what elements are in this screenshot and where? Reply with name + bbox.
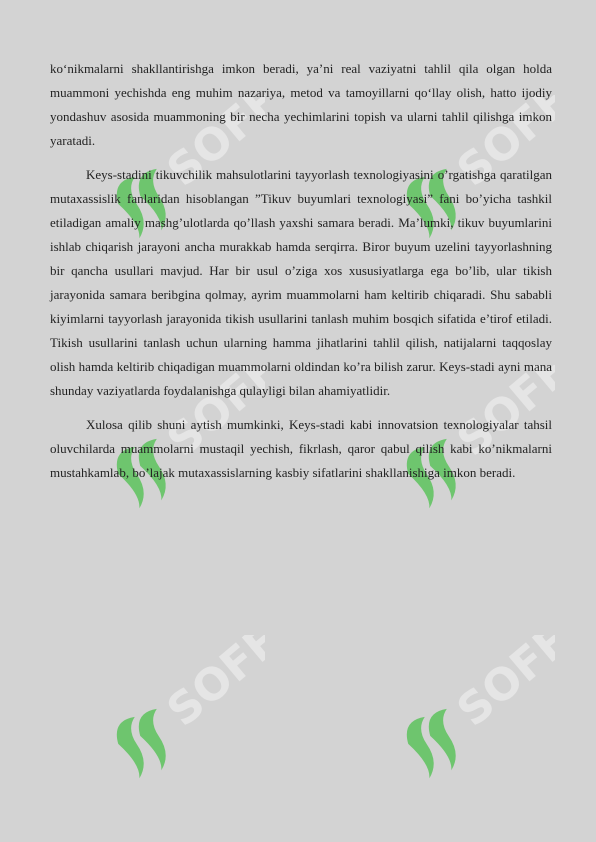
watermark-logo (75, 635, 265, 805)
soff-logo-icon (75, 635, 265, 805)
svg-text:SOFF: SOFF (447, 635, 555, 737)
paragraph-keys-stadi: Keys-stadini tikuvchilik mahsulotlarini tayyorlash texnologiyasini o’rgatishga qaratilgan mutaxassislik fanlaridan hisoblangan ”Tikuv buyumlari texnologiyasi” fani bo’yicha tashkil etiladigan amaliy mashg’ulotlarda qo’llash yaxshi samara beradi. Ma’lumki, tikuv buyumlarini ishlab chiqarish jarayoni ancha murakkab hamda serqirra. Biror buyum uzelini tayyorlashning bir qancha usullari mavjud. Har bir usul o’ziga xos xususiyatlarga ega bo’lib, ular tikish jarayonida samara beribgina qolmay, ayrim muammolarni ham keltirib chiqaradi. Shu sababli kiyimlarni tayyorlash jarayonida tikish usullarini tanlash muhim bosqich sifatida e’tirof etiladi. Tikish usullarini tanlash uchun ularning hamma jihatlarini tahlil qilish, natijalarni taqqoslay olish hamda keltirib chiqadigan muammolarni oldindan ko’ra bilish zarur. Keys-stadi ayni mana shunday vaziyatlarda foydalanishga qulayligi bilan ahamiyatlidir. (50, 167, 552, 398)
watermark-logo (365, 635, 555, 805)
paragraph-conclusion: Xulosa qilib shuni aytish mumkinki, Keys-stadi kabi innovatsion texnologiyalar tahsil oluvchilarda muammolarni mustaqil yechish, fikrlash, qaror qabul qilish kabi ko’nikmalarni mustahkamlab, bo’lajak mutaxassislarning kasbiy sifatlarini shakllanishiga imkon beradi. (50, 417, 552, 480)
svg-text:SOFF: SOFF (157, 365, 265, 467)
svg-text:SOFF: SOFF (157, 95, 265, 197)
document-body (50, 57, 552, 495)
svg-text:SOFF: SOFF (447, 95, 555, 197)
soff-logo-icon (365, 635, 555, 805)
svg-text:SOFF: SOFF (157, 635, 265, 737)
paragraph-continuation: ko‘nikmalarni shakllantirishga imkon beradi, ya’ni real vaziyatni tahlil qila olgan holda muammoni yechishda eng muhim nazariya, metod va tamoyillarni qo‘llay olish, hatto ijodiy yondashuv asosida muammoning bir necha yechimlarini topish va ularni tahlil qilishga imkon yaratadi. (50, 61, 552, 148)
svg-text:SOFF: SOFF (447, 365, 555, 467)
